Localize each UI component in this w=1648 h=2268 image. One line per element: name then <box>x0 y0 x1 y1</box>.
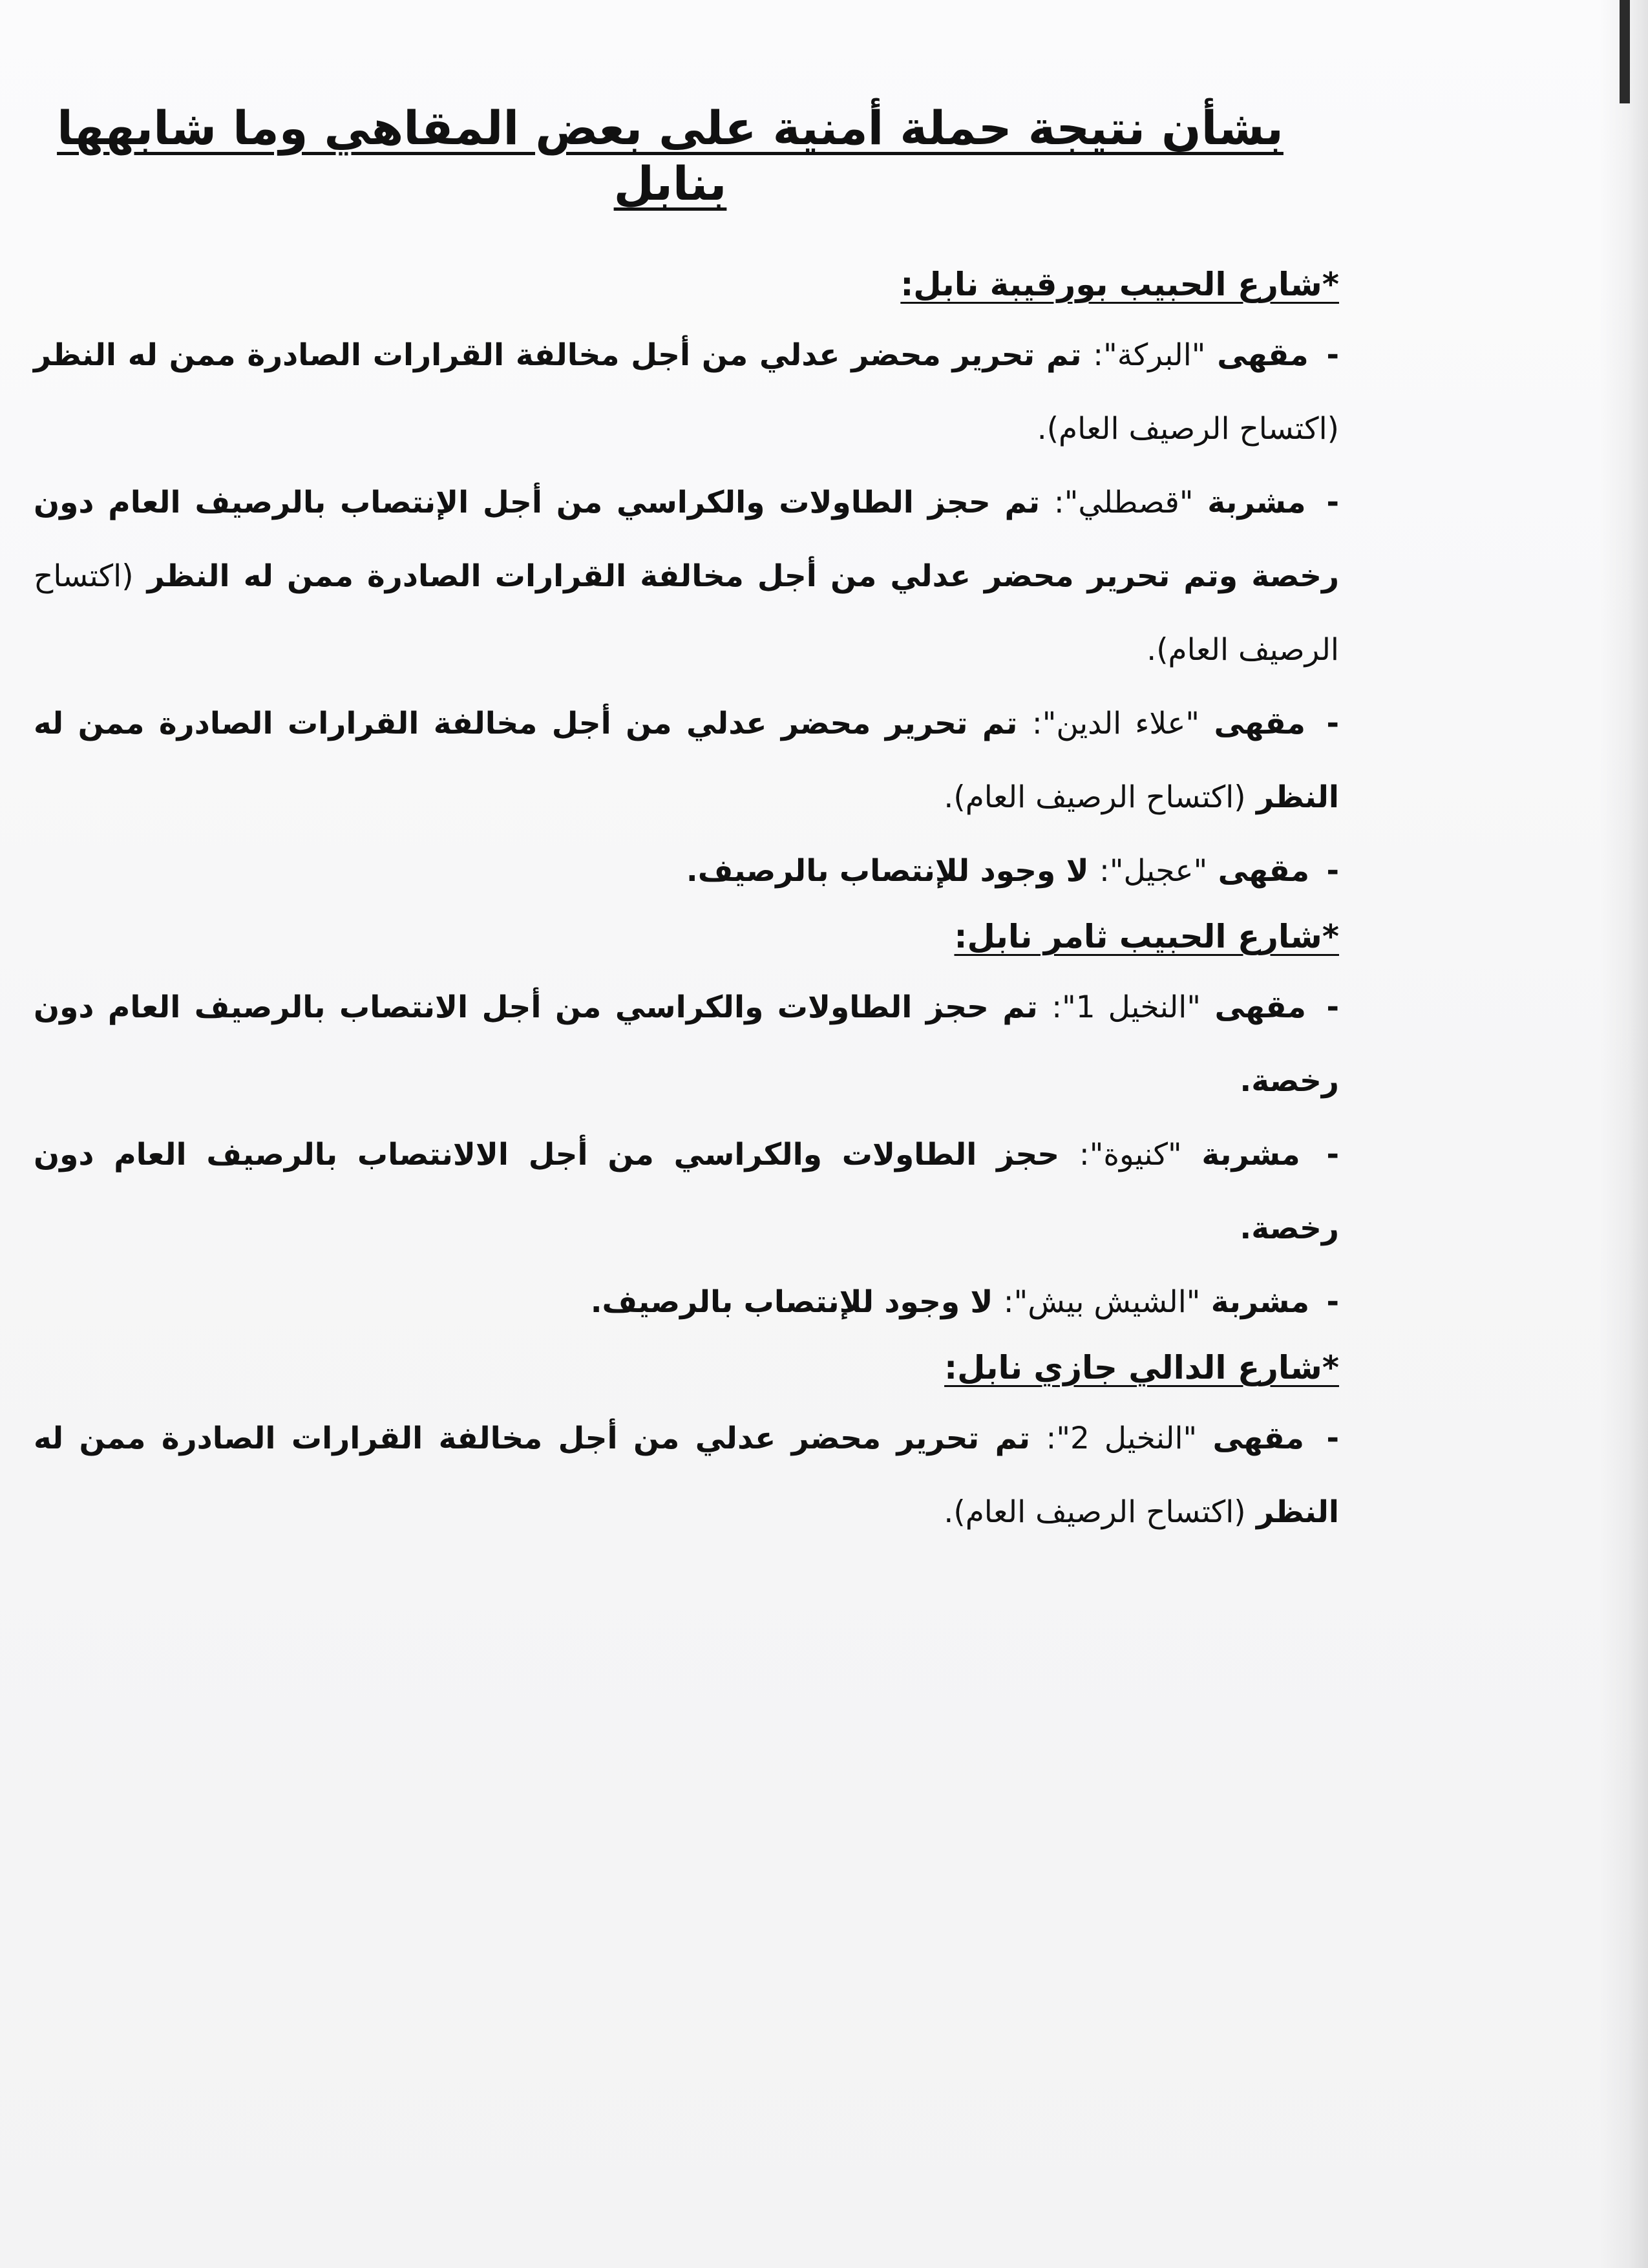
entry-type: مشربة <box>1210 1284 1310 1320</box>
entry-text: لا وجود للإنتصاب بالرصيف. <box>590 1284 993 1320</box>
entry-name: "النخيل 2": <box>1046 1420 1198 1456</box>
entry-dash: - <box>1326 853 1339 889</box>
entry-text: لا وجود للإنتصاب بالرصيف. <box>686 853 1089 889</box>
section-habib-bourguiba <box>34 264 1339 908</box>
entry-text: حجز الطاولات والكراسي من أجل الالانتصاب بالرصيف العام دون رخصة. <box>34 1136 1339 1246</box>
entry-dash: - <box>1326 1136 1339 1172</box>
section-heading: *شارع الدالي جازي نابل: <box>944 1348 1339 1386</box>
entry-note: (اكتساح الرصيف العام). <box>34 558 1339 668</box>
section-heading: *شارع الحبيب بورقيبة نابل: <box>900 265 1339 303</box>
scan-edge-mark <box>1620 0 1630 103</box>
entry-text: تم تحرير محضر عدلي من أجل مخالفة القرارات الصادرة ممن له النظر <box>34 705 1339 815</box>
entry-type: مشربة <box>1201 1136 1300 1172</box>
entry-note: (اكتساح الرصيف العام). <box>1037 410 1339 447</box>
entry-text: تم حجز الطاولات والكراسي من أجل الانتصاب بالرصيف العام دون رخصة. <box>34 989 1339 1099</box>
entry-chich-bich <box>34 1266 1339 1339</box>
entry-dash: - <box>1326 337 1339 373</box>
document-title: بشأن نتيجة حملة أمنية على بعض المقاهي وما شابهها بنابل <box>57 101 1284 211</box>
entry-baraka <box>34 319 1339 466</box>
entry-dash: - <box>1326 989 1339 1025</box>
entry-dash: - <box>1326 484 1339 520</box>
entry-name: "عجيل": <box>1099 853 1208 889</box>
entry-dash: - <box>1326 1420 1339 1456</box>
page-edge-shadow <box>1599 0 1648 2268</box>
entry-type: مقهى <box>1217 337 1309 373</box>
entry-dash: - <box>1326 705 1339 741</box>
entry-dash: - <box>1326 1284 1339 1320</box>
entry-text: تم تحرير محضر عدلي من أجل مخالفة القرارات الصادرة ممن له النظر <box>34 337 1082 373</box>
entry-nakhil-2 <box>34 1402 1339 1549</box>
section-dali-jazi <box>34 1347 1339 1549</box>
entry-qastali <box>34 466 1339 687</box>
entry-kniwa <box>34 1118 1339 1266</box>
entry-name: "الشيش بيش": <box>1003 1284 1201 1320</box>
section-habib-thameur <box>34 916 1339 1339</box>
entry-name: "البركة": <box>1093 337 1206 373</box>
entry-name: "النخيل 1": <box>1051 989 1201 1025</box>
entry-type: مقهى <box>1212 1420 1305 1456</box>
entry-type: مشربة <box>1207 484 1306 520</box>
document-body <box>34 100 1339 1549</box>
entry-name: "علاء الدين": <box>1031 705 1200 741</box>
entry-type: مقهى <box>1214 705 1306 741</box>
entry-alaa-eddine <box>34 687 1339 834</box>
entry-type: مقهى <box>1218 853 1310 889</box>
entry-text: تم حجز الطاولات والكراسي من أجل الإنتصاب بالرصيف العام دون رخصة وتم تحرير محضر عدلي من أجل مخالفة القرارات الصادرة ممن له النظر <box>34 484 1339 594</box>
entry-type: مقهى <box>1214 989 1306 1025</box>
entry-name: "قصطلي": <box>1053 484 1194 520</box>
entry-name: "كنيوة": <box>1079 1136 1182 1172</box>
entry-text: تم تحرير محضر عدلي من أجل مخالفة القرارات الصادرة ممن له النظر <box>34 1420 1339 1530</box>
entry-ajil <box>34 834 1339 908</box>
section-heading: *شارع الحبيب ثامر نابل: <box>954 917 1339 955</box>
entry-note: (اكتساح الرصيف العام). <box>944 1494 1246 1530</box>
entry-note: (اكتساح الرصيف العام). <box>944 779 1246 815</box>
entry-nakhil-1 <box>34 971 1339 1118</box>
